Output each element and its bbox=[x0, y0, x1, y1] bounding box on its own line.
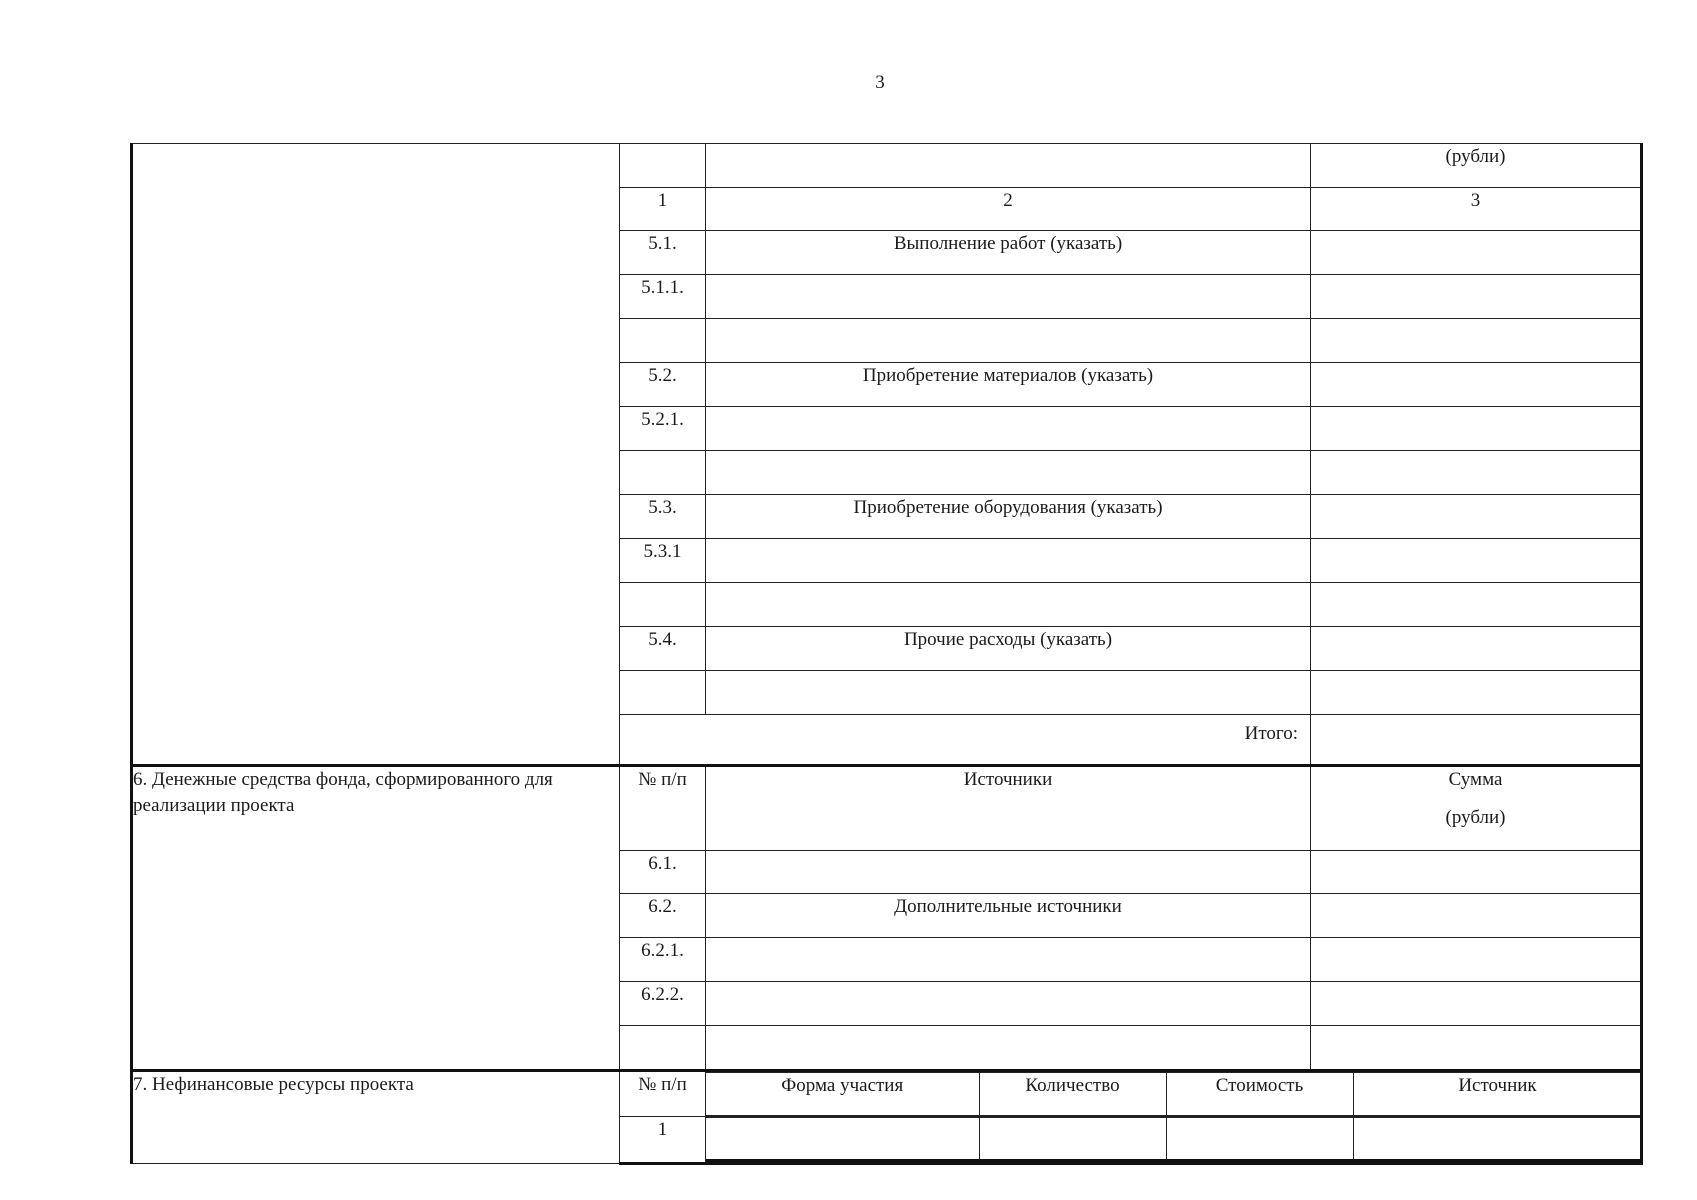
s5-colnum-1: 1 bbox=[620, 188, 706, 231]
s5-row-label[interactable] bbox=[706, 319, 1311, 363]
s5-row-label: Выполнение работ (указать) bbox=[706, 231, 1311, 275]
s5-row-num bbox=[620, 583, 706, 627]
s5-row-label[interactable] bbox=[706, 539, 1311, 583]
s5-row-label[interactable] bbox=[706, 275, 1311, 319]
s7-row-qty[interactable] bbox=[979, 1118, 1166, 1161]
s5-row-num bbox=[620, 671, 706, 715]
s6-row-num: 6.2.2. bbox=[620, 982, 706, 1026]
page-number: 3 bbox=[875, 72, 885, 93]
s7-row-cost[interactable] bbox=[1166, 1118, 1353, 1161]
s5-row-sum[interactable] bbox=[1311, 583, 1642, 627]
s5-row-label[interactable] bbox=[706, 583, 1311, 627]
s5-row-num: 5.2.1. bbox=[620, 407, 706, 451]
s7-header-group bbox=[706, 1071, 1642, 1117]
s5-row-sum[interactable] bbox=[1311, 231, 1642, 275]
s6-row-num: 6.2.1. bbox=[620, 938, 706, 982]
s6-row-sum[interactable] bbox=[1311, 938, 1642, 982]
s5-row-sum[interactable] bbox=[1311, 319, 1642, 363]
project-form-table bbox=[130, 143, 1643, 1165]
s6-row-num bbox=[620, 1026, 706, 1071]
s6-row-num: 6.2. bbox=[620, 894, 706, 938]
s7-col-source: Источник bbox=[1353, 1073, 1642, 1116]
s5-row-label[interactable] bbox=[706, 407, 1311, 451]
s5-colnum-2: 2 bbox=[706, 188, 1311, 231]
section6-label: 6. Денежные средства фонда, сформированного для реализации проекта bbox=[132, 766, 620, 1071]
s6-col-num: № п/п bbox=[620, 766, 706, 851]
s5-total-label: Итого: bbox=[620, 715, 1311, 766]
s5-header-num bbox=[620, 144, 706, 188]
s6-row-label[interactable] bbox=[706, 851, 1311, 894]
s5-row-num: 5.4. bbox=[620, 627, 706, 671]
s7-col-qty: Количество bbox=[979, 1073, 1166, 1116]
s5-header-unit: (рубли) bbox=[1311, 144, 1642, 188]
s7-header-subtable bbox=[706, 1072, 1643, 1116]
s5-row-num: 5.1. bbox=[620, 231, 706, 275]
s5-row-num bbox=[620, 451, 706, 495]
s7-row-form[interactable] bbox=[706, 1118, 979, 1161]
s6-row-label[interactable] bbox=[706, 938, 1311, 982]
s7-row-subtable bbox=[706, 1117, 1643, 1162]
s5-row-num: 5.3. bbox=[620, 495, 706, 539]
s6-col-sum-unit: (рубли) bbox=[1445, 807, 1506, 828]
s5-row-num: 5.2. bbox=[620, 363, 706, 407]
s5-row-label: Приобретение материалов (указать) bbox=[706, 363, 1311, 407]
s5-row-sum[interactable] bbox=[1311, 671, 1642, 715]
s7-row-group bbox=[706, 1117, 1642, 1164]
s6-col-sources: Источники bbox=[706, 766, 1311, 851]
s5-row-sum[interactable] bbox=[1311, 539, 1642, 583]
s5-row-num bbox=[620, 319, 706, 363]
s5-row-sum[interactable] bbox=[1311, 407, 1642, 451]
s6-row-label[interactable] bbox=[706, 982, 1311, 1026]
s5-row-label[interactable] bbox=[706, 671, 1311, 715]
s5-row-sum[interactable] bbox=[1311, 363, 1642, 407]
s6-row-sum[interactable] bbox=[1311, 982, 1642, 1026]
s5-total-sum[interactable] bbox=[1311, 715, 1642, 766]
s7-row-num: 1 bbox=[620, 1117, 706, 1164]
s7-row-source[interactable] bbox=[1353, 1118, 1642, 1161]
s5-row-sum[interactable] bbox=[1311, 451, 1642, 495]
s5-row-sum[interactable] bbox=[1311, 627, 1642, 671]
s5-row-sum[interactable] bbox=[1311, 275, 1642, 319]
s6-row-label: Дополнительные источники bbox=[706, 894, 1311, 938]
s7-col-num: № п/п bbox=[620, 1071, 706, 1117]
s6-row-sum[interactable] bbox=[1311, 1026, 1642, 1071]
s6-col-sum-label: Сумма bbox=[1448, 769, 1503, 790]
s5-row-label: Приобретение оборудования (указать) bbox=[706, 495, 1311, 539]
section7-label: 7. Нефинансовые ресурсы проекта bbox=[132, 1071, 620, 1164]
s5-row-num: 5.3.1 bbox=[620, 539, 706, 583]
s5-colnum-3: 3 bbox=[1311, 188, 1642, 231]
s6-row-sum[interactable] bbox=[1311, 894, 1642, 938]
s6-row-sum[interactable] bbox=[1311, 851, 1642, 894]
s5-header-name bbox=[706, 144, 1311, 188]
s6-row-num: 6.1. bbox=[620, 851, 706, 894]
s6-row-label[interactable] bbox=[706, 1026, 1311, 1071]
s7-col-form: Форма участия bbox=[706, 1073, 979, 1116]
s5-row-label: Прочие расходы (указать) bbox=[706, 627, 1311, 671]
s6-col-sum bbox=[1311, 766, 1642, 851]
s5-row-sum[interactable] bbox=[1311, 495, 1642, 539]
section5-label-cell bbox=[132, 144, 620, 766]
s7-col-cost: Стоимость bbox=[1166, 1073, 1353, 1116]
s5-row-label[interactable] bbox=[706, 451, 1311, 495]
s5-row-num: 5.1.1. bbox=[620, 275, 706, 319]
